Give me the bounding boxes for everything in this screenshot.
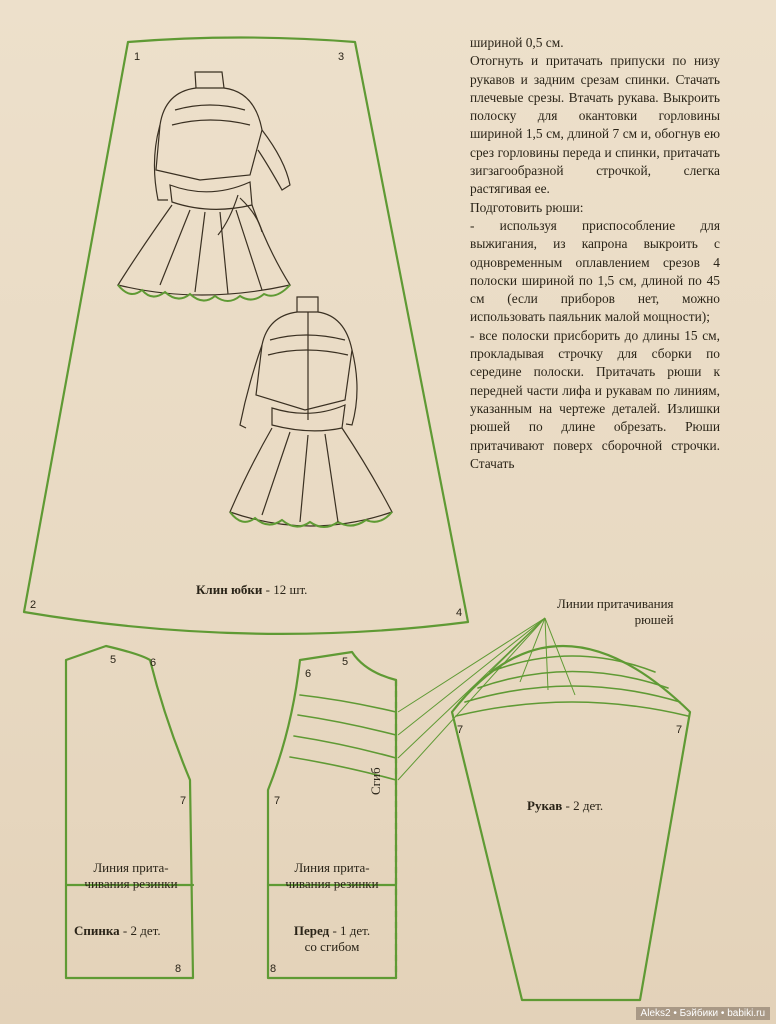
point-6-front: 6 xyxy=(305,668,312,680)
point-5-back: 5 xyxy=(110,654,117,666)
point-6-back: 6 xyxy=(150,657,157,669)
back-elastic-label-line1: Линия прита- xyxy=(93,860,169,875)
watermark-footer: Aleks2 • Бэйбики • babiki.ru xyxy=(636,1007,770,1020)
sleeve-count: - 2 дет. xyxy=(565,798,604,813)
front-elastic-label-line2: чивания резинки xyxy=(285,876,379,891)
front-elastic-label xyxy=(270,860,394,892)
back-label xyxy=(74,923,161,939)
ruffle-lines-label-line2: рюшей xyxy=(634,612,674,627)
instructions-paragraph-2: Отогнуть и притачать припуски по низу рукавов и задним срезам спинки. Стачать плечевые срезы. Втачать рукава. Выкроить полоску для окантовки горловины шириной 1,5 см, длиной 7 см и, обогнув ею срез горловины переда и спинки, притачать зигзагообразной строчкой, слегка растягивая ее. xyxy=(470,53,720,197)
point-5-front: 5 xyxy=(342,656,349,668)
front-ruffle-line-2 xyxy=(298,715,396,735)
front-ruffle-line-1 xyxy=(300,695,396,712)
skirt-count: - 12 шт. xyxy=(265,582,308,597)
instructions-paragraph-5: - все полоски присборить до длины 15 см, прокладывая строчку для сборки по середине полоски. Притачать рюши к передней части лифа и рукавам по линиям, указанным на чертеже деталей. Излишки рюшей по длине обрезать. Рюши притачивают поверх сборочной строчки. Стачать xyxy=(470,327,720,471)
point-7-sleeve-left: 7 xyxy=(457,724,464,736)
instructions-text xyxy=(470,34,720,473)
ruffle-lines-label xyxy=(557,596,674,628)
instructions-paragraph-1: шириной 0,5 см. xyxy=(470,35,564,50)
instructions-paragraph-4: - используя приспособление для выжигания, из капрона выкроить с одновременным оплавлением срезов 4 полоски шириной по 1,5 см, длиной по 45 см (если приборов нет, можно использовать паяльник малой мощности); xyxy=(470,217,720,325)
back-count: - 2 дет. xyxy=(122,923,161,938)
front-fold-note: со сгибом xyxy=(304,939,360,954)
point-8-front: 8 xyxy=(270,963,277,975)
sleeve-outline xyxy=(452,646,690,1000)
point-7-sleeve-right: 7 xyxy=(676,724,683,736)
ruffle-lines-label-line1: Линии притачивания xyxy=(557,596,674,611)
ruffle-pointer-lines xyxy=(398,618,575,780)
point-7-front: 7 xyxy=(274,795,281,807)
sleeve-label xyxy=(527,798,603,814)
skirt-title: Клин юбки xyxy=(196,582,263,597)
back-elastic-label-line2: чивания резинки xyxy=(84,876,178,891)
back-elastic-label xyxy=(68,860,194,892)
instructions-paragraph-3: Подготовить рюши: xyxy=(470,199,584,215)
front-fold-label: Сгиб xyxy=(368,767,383,795)
skirt-gore-outline xyxy=(24,38,468,634)
dress-illustration-front xyxy=(118,72,290,301)
dress-illustration-back xyxy=(230,297,392,527)
skirt-label xyxy=(196,582,307,598)
back-title: Спинка xyxy=(74,923,120,938)
front-title: Перед xyxy=(293,923,330,938)
front-ruffle-line-3 xyxy=(294,736,396,758)
point-4: 4 xyxy=(456,607,463,619)
front-elastic-label-line1: Линия прита- xyxy=(294,860,370,875)
sleeve-ruffle-line-4 xyxy=(456,702,688,716)
point-2: 2 xyxy=(30,599,37,611)
point-8-back: 8 xyxy=(175,963,182,975)
point-7-back: 7 xyxy=(180,795,187,807)
front-count: - 1 дет. xyxy=(332,923,371,938)
sleeve-title: Рукав xyxy=(527,798,563,813)
point-1: 1 xyxy=(134,51,141,63)
front-label xyxy=(276,923,388,955)
point-3: 3 xyxy=(338,51,345,63)
